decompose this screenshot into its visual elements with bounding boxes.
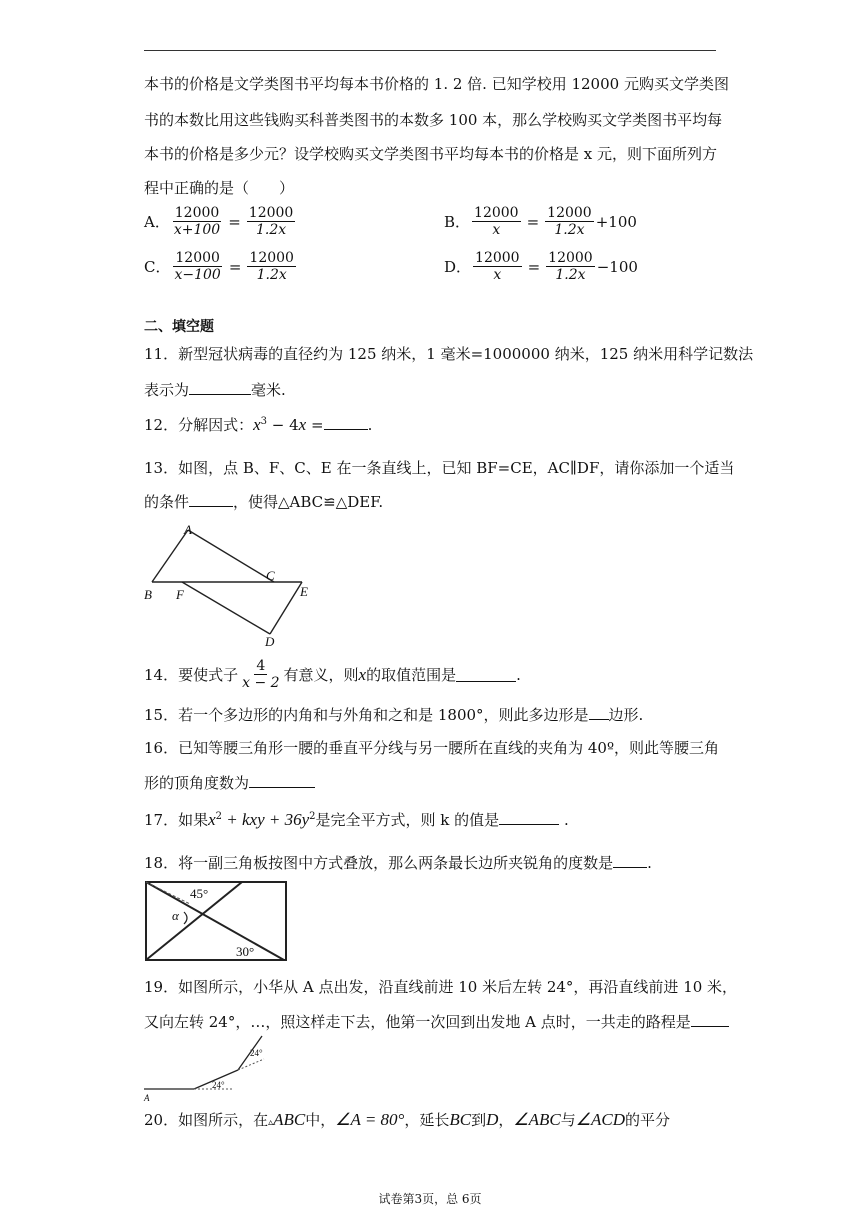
answer-blank: [189, 492, 233, 507]
q12-line: 12．分解因式：$x^3 - 4x$ = .: [144, 415, 373, 434]
q10-line1: 本书的价格是文学类图书平均每本书价格的 1. 2 倍. 已知学校用 12000 元购买文学类图: [144, 75, 729, 93]
answer-blank: [499, 810, 559, 825]
figure-q13-triangles: [140, 522, 320, 652]
answer-blank: [613, 853, 647, 868]
fraction-right: $\frac{12000}{1.2x}$: [548, 250, 593, 283]
q10-line4: 程中正确的是（ ）: [144, 179, 295, 197]
angle-30-label: 30°: [236, 944, 255, 959]
q15-line: 15．若一个多边形的内角和与外角和之和是 1800°，则此多边形是 边形.: [144, 706, 644, 724]
angle-alpha-label: α: [172, 908, 179, 923]
option-label: C．: [144, 258, 171, 276]
label-e: E: [300, 584, 308, 599]
label-b: B: [144, 587, 152, 602]
fraction-left: $\frac{12000}{x}$: [474, 205, 519, 238]
point-a-label: A: [144, 1093, 150, 1103]
q19-line1: 19．如图所示，小华从 A 点出发，沿直线前进 10 米后左转 24°，再沿直线前进 10 米，: [144, 978, 738, 996]
angle-label-1: 24°: [212, 1080, 225, 1090]
fraction-left: $\frac{12000}{x}$: [475, 250, 520, 283]
label-c: C: [266, 568, 275, 583]
option-label: B．: [444, 213, 471, 231]
q16-line2: 形的顶角度数为: [144, 772, 315, 793]
option-label: A．: [144, 213, 170, 231]
q10-option-b: B． $\frac{12000}{x}$ = $\frac{12000}{1.2x}$ +100: [444, 205, 637, 238]
fraction-left: $\frac{12000}{x+100}$: [173, 205, 221, 238]
answer-blank: [249, 773, 315, 788]
q18-line: 18．将一副三角板按图中方式叠放，那么两条最长边所夹锐角的度数是 .: [144, 854, 652, 872]
q14-line: 14．要使式子 $\frac{4}{x - 2}$ 有意义，则 x 的取值范围是 .: [144, 658, 521, 691]
q13-line1: 13．如图，点 B、F、C、E 在一条直线上，已知 BF=CE，AC∥DF，请你添加一个适当: [144, 459, 735, 477]
q10-option-a: A． $\frac{12000}{x+100}$ = $\frac{12000}{1.2x}$: [144, 205, 294, 238]
section-title: 二、填空题: [144, 319, 214, 335]
page-footer: 试卷第3页，总 6页: [378, 1192, 482, 1206]
q17-line: 17．如果$x^2$ + kxy + $36y^2$是完全平方式，则 k 的值是 .: [144, 810, 569, 829]
label-d: D: [265, 634, 275, 649]
q11-line1: 11．新型冠状病毒的直径约为 125 纳米，1 毫米=1000000 纳米，125 纳米用科学记数法: [144, 345, 754, 363]
angle-label-2: 24°: [250, 1048, 263, 1058]
q20-line: 20．如图所示，在▵ABC中，∠A = 80°，延长BC到D，∠ABC与∠ACD的平分: [144, 1110, 671, 1129]
angle-45-label: 45°: [190, 886, 209, 901]
q10-line3: 本书的价格是多少元？设学校购买文学类图书平均每本书的价格是 x 元，则下面所列方: [144, 145, 717, 163]
q10-option-d: D． $\frac{12000}{x}$ = $\frac{12000}{1.2x}$ −100: [444, 250, 638, 283]
fraction-right: $\frac{12000}{1.2x}$: [249, 250, 294, 283]
q13-line2: 的条件 ，使得△ABC≌△DEF.: [144, 493, 384, 511]
label-a: A: [184, 522, 192, 537]
answer-blank: [691, 1012, 729, 1027]
answer-blank: [589, 705, 609, 720]
answer-blank: [189, 380, 251, 395]
fraction-left: $\frac{12000}{x-100}$: [174, 250, 221, 283]
fraction-right: $\frac{12000}{1.2x}$: [248, 205, 294, 238]
q10-line2: 书的本数比用这些钱购买科普类图书的本数多 100 本，那么学校购买文学类图书平均每: [144, 111, 723, 129]
q10-option-c: C． $\frac{12000}{x-100}$ = $\frac{12000}{1.2x}$: [144, 250, 294, 283]
header-rule: [144, 50, 716, 51]
q19-line2: 又向左转 24°，…，照这样走下去，他第一次回到出发地 A 点时，一共走的路程是: [144, 1011, 729, 1032]
q16-line1: 16．已知等腰三角形一腰的垂直平分线与另一腰所在直线的夹角为 40º，则此等腰三角: [144, 739, 719, 757]
answer-blank: [324, 415, 368, 430]
figure-q18-set-squares: [144, 880, 289, 962]
answer-blank: [456, 667, 516, 682]
fraction: $\frac{4}{x - 2}$: [242, 658, 280, 691]
label-f: F: [176, 587, 184, 602]
figure-q19-path: [142, 1034, 282, 1104]
option-label: D．: [444, 258, 472, 276]
q11-line2: 表示为 毫米.: [144, 381, 286, 399]
fraction-right: $\frac{12000}{1.2x}$: [547, 205, 592, 238]
